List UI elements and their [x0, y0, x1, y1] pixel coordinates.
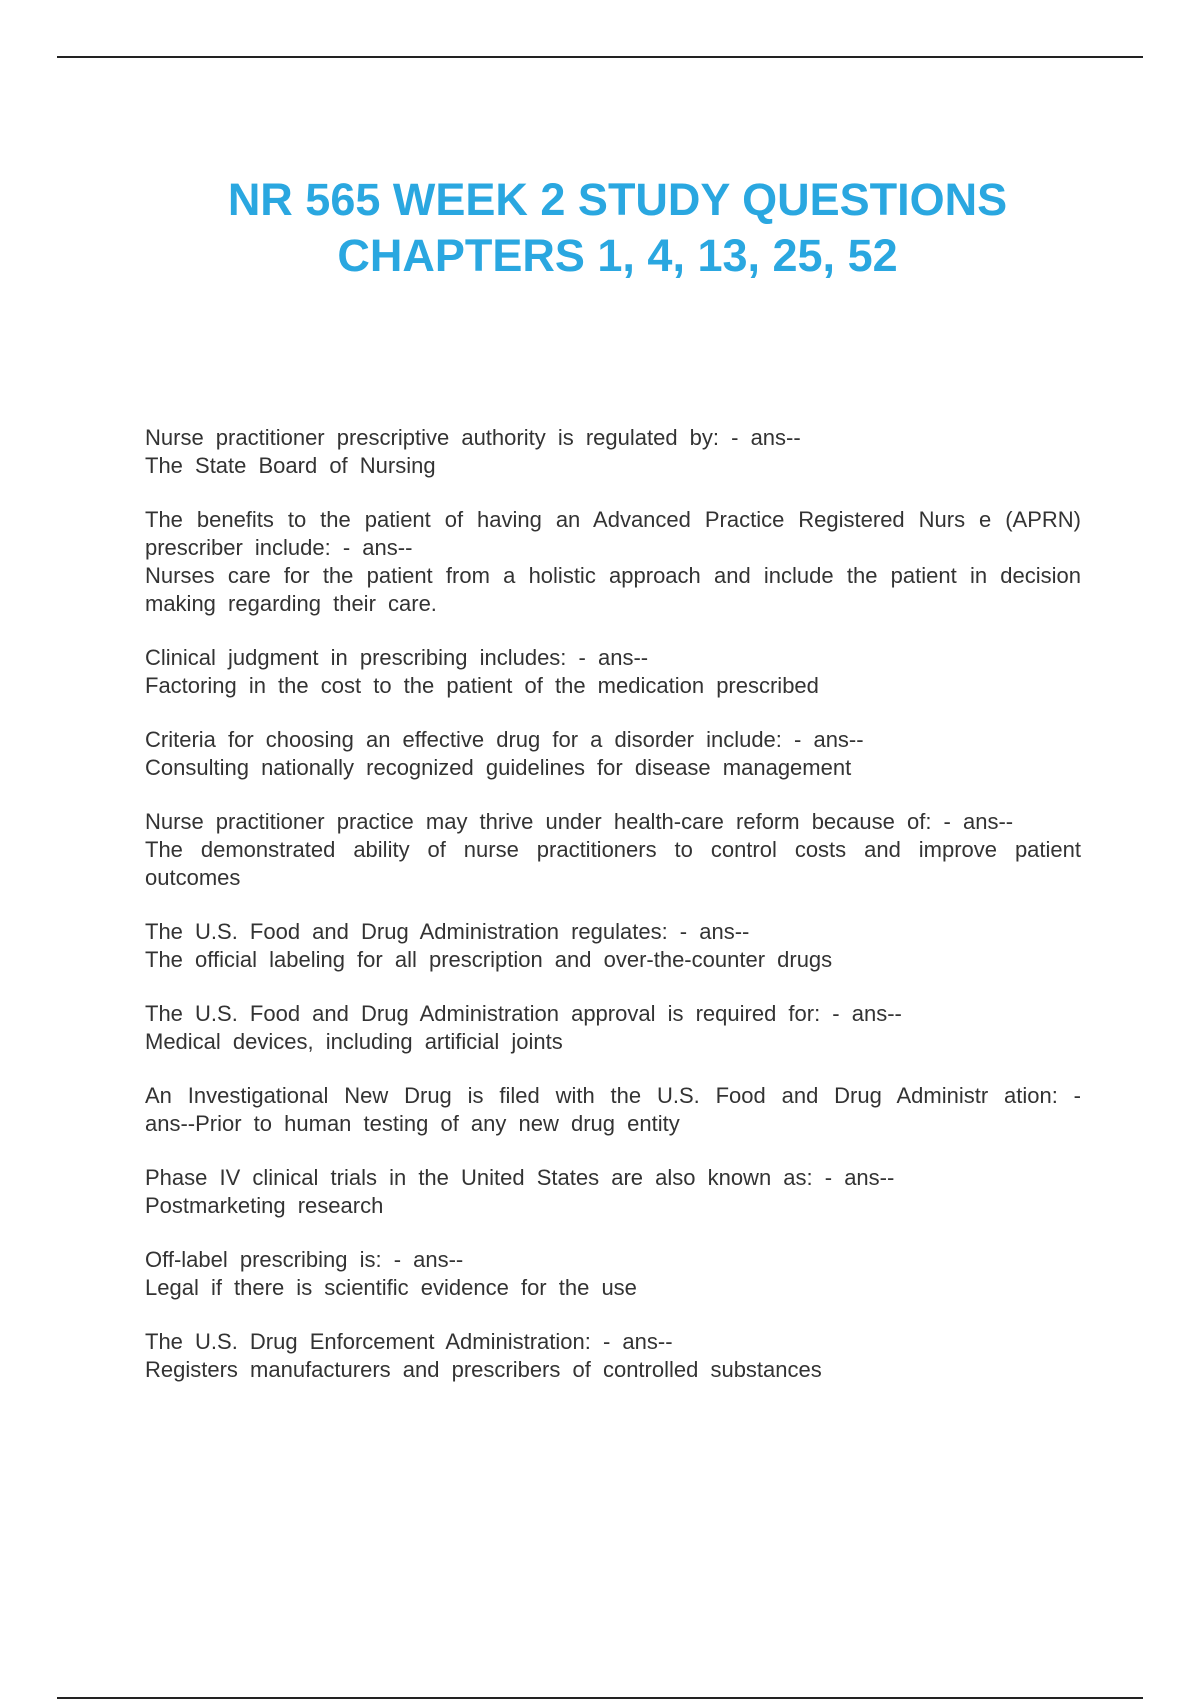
question-text: An Investigational New Drug is filed with the U.S. Food and Drug Administr ation: - ans--Prior to human testing of any new drug entity	[145, 1083, 1081, 1136]
answer-text: Postmarketing research	[145, 1193, 384, 1218]
answer-text: Nurses care for the patient from a holistic approach and include the patient in decision making regarding their care.	[145, 563, 1081, 616]
answer-text: The demonstrated ability of nurse practitioners to control costs and improve patient outcomes	[145, 837, 1081, 890]
question-text: Off-label prescribing is: - ans--	[145, 1247, 464, 1272]
answer-text: The State Board of Nursing	[145, 453, 436, 478]
question-text: The U.S. Drug Enforcement Administration: - ans--	[145, 1329, 673, 1354]
qa-item	[145, 1246, 1081, 1302]
answer-text: Legal if there is scientific evidence for the use	[145, 1275, 637, 1300]
qa-item	[145, 506, 1081, 618]
answer-text: Factoring in the cost to the patient of the medication prescribed	[145, 673, 819, 698]
qa-item	[145, 1000, 1081, 1056]
qa-item	[145, 1328, 1081, 1384]
question-text: The benefits to the patient of having an Advanced Practice Registered Nurs e (APRN) prescriber include: - ans--	[145, 507, 1081, 560]
question-text: The U.S. Food and Drug Administration approval is required for: - ans--	[145, 1001, 902, 1026]
question-text: Nurse practitioner practice may thrive under health-care reform because of: - ans--	[145, 809, 1014, 834]
answer-text: The official labeling for all prescription and over-the-counter drugs	[145, 947, 833, 972]
qa-item	[145, 1082, 1081, 1138]
answer-text: Consulting nationally recognized guidelines for disease management	[145, 755, 852, 780]
qa-item	[145, 918, 1081, 974]
page-title	[0, 172, 1200, 284]
title-line-2: CHAPTERS 1, 4, 13, 25, 52	[337, 230, 898, 281]
top-rule	[57, 56, 1143, 58]
question-text: Criteria for choosing an effective drug for a disorder include: - ans--	[145, 727, 864, 752]
qa-item	[145, 424, 1081, 480]
question-text: Clinical judgment in prescribing includes: - ans--	[145, 645, 649, 670]
qa-item	[145, 726, 1081, 782]
answer-text: Medical devices, including artificial joints	[145, 1029, 563, 1054]
qa-item	[145, 1164, 1081, 1220]
bottom-rule	[57, 1697, 1143, 1699]
qa-item	[145, 808, 1081, 892]
qa-list	[145, 424, 1081, 1410]
title-line-1: NR 565 WEEK 2 STUDY QUESTIONS	[227, 174, 1008, 225]
qa-item	[145, 644, 1081, 700]
question-text: Phase IV clinical trials in the United States are also known as: - ans--	[145, 1165, 895, 1190]
question-text: The U.S. Food and Drug Administration regulates: - ans--	[145, 919, 750, 944]
answer-text: Registers manufacturers and prescribers of controlled substances	[145, 1357, 822, 1382]
question-text: Nurse practitioner prescriptive authority is regulated by: - ans--	[145, 425, 801, 450]
